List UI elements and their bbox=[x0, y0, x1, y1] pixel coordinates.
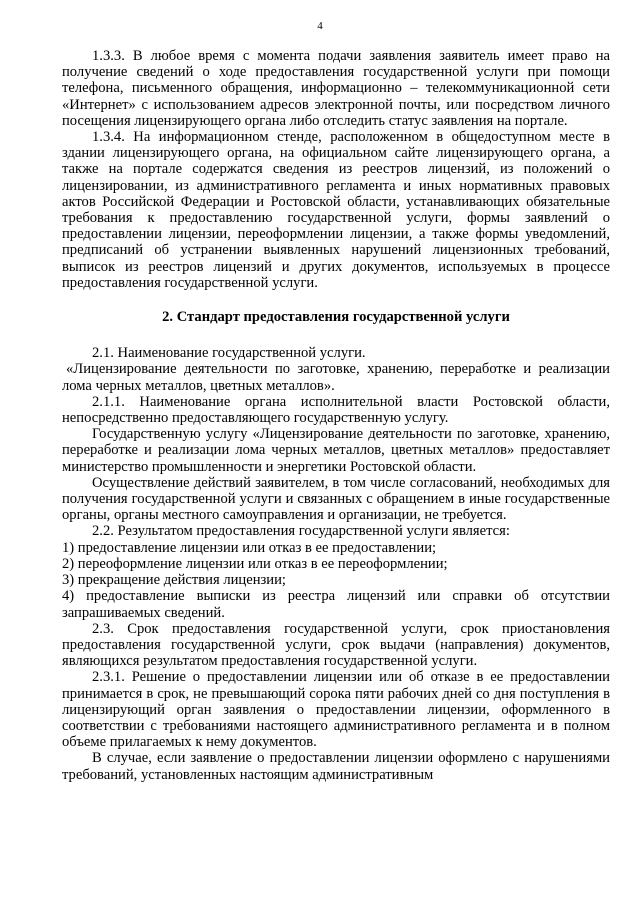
document-body bbox=[62, 48, 610, 783]
spacer bbox=[62, 291, 610, 309]
page-number: 4 bbox=[317, 20, 323, 32]
paragraph-service-name: «Лицензирование деятельности по заготовке, хранению, переработке и реализации лома черных металлов, цветных металлов». bbox=[62, 361, 610, 394]
list-item-result-4: 4) предоставление выписки из реестра лицензий или справки об отсутствии запрашиваемых сведений. bbox=[62, 588, 610, 621]
paragraph-2-1-1-actions: Осуществление действий заявителем, в том числе согласований, необходимых для получения государственной услуги и связанных с обращением в иные государственные органы, органы местного самоуправления и организации, не требуется. bbox=[62, 474, 610, 524]
paragraph-1-3-3: 1.3.3. В любое время с момента подачи заявления заявитель имеет право на получение сведений о ходе предоставления государственной услуги при помощи телефона, письменного обращения, информационно – телекоммуникационной сети «Интернет» с использованием адресов электронной почты, или посредством личного посещения лицензирующего органа либо отследить статус заявления на портале. bbox=[62, 48, 610, 129]
section-heading: 2. Стандарт предоставления государственной услуги bbox=[162, 309, 510, 326]
paragraph-2-2: 2.2. Результатом предоставления государственной услуги является: bbox=[92, 523, 510, 540]
paragraph-2-3-1: 2.3.1. Решение о предоставлении лицензии или об отказе в ее предоставлении принимается в срок, не превышающий сорока пяти рабочих дней со дня поступления в лицензирующий орган заявления о предоставлении лицензии, оформленного в соответствии с требованиями настоящего административного регламента и в полном объеме прилагаемых к нему документов. bbox=[62, 669, 610, 751]
paragraph-2-1-1-provider: Государственную услугу «Лицензирование деятельности по заготовке, хранению, переработке и реализации лома черных металлов, цветных металлов» предоставляет министерство промышленности и энергетики Ростовской области. bbox=[62, 426, 610, 475]
list-item-result-2: 2) переоформление лицензии или отказ в ее переоформлении; bbox=[62, 555, 448, 572]
list-item-result-3: 3) прекращение действия лицензии; bbox=[62, 572, 286, 589]
paragraph-2-3-1-violations: В случае, если заявление о предоставлении лицензии оформлено с нарушениями требований, установленных настоящим административным bbox=[62, 750, 610, 783]
paragraph-2-1: 2.1. Наименование государственной услуги. bbox=[92, 345, 366, 362]
list-item-result-1: 1) предоставление лицензии или отказ в ее предоставлении; bbox=[62, 539, 437, 556]
paragraph-2-1-1: 2.1.1. Наименование органа исполнительной власти Ростовской области, непосредственно предоставляющего государственную услугу. bbox=[62, 393, 610, 427]
paragraph-2-3: 2.3. Срок предоставления государственной услуги, срок приостановления предоставления государственной услуги, срок выдачи (направления) документов, являющихся результатом предоставления государственной услуги. bbox=[62, 620, 610, 670]
spacer bbox=[62, 325, 610, 345]
paragraph-1-3-4: 1.3.4. На информационном стенде, расположенном в общедоступном месте в здании лицензирующего органа, на официальном сайте лицензирующего органа, а также на портале содержатся сведения из реестров лицензий, из положений о лицензировании, из административного регламента и иных нормативных правовых актов Российской Федерации и Ростовской области, устанавливающих обязательные требования к предоставлению государственной услуги, формы заявлений о предоставлении лицензии, переоформлении лицензии, а также формы уведомлений, предписаний об устранении выявленных нарушений лицензионных требований, выписок из реестров лицензий и других документов, используемых в процессе предоставления государственной услуги. bbox=[62, 129, 610, 291]
